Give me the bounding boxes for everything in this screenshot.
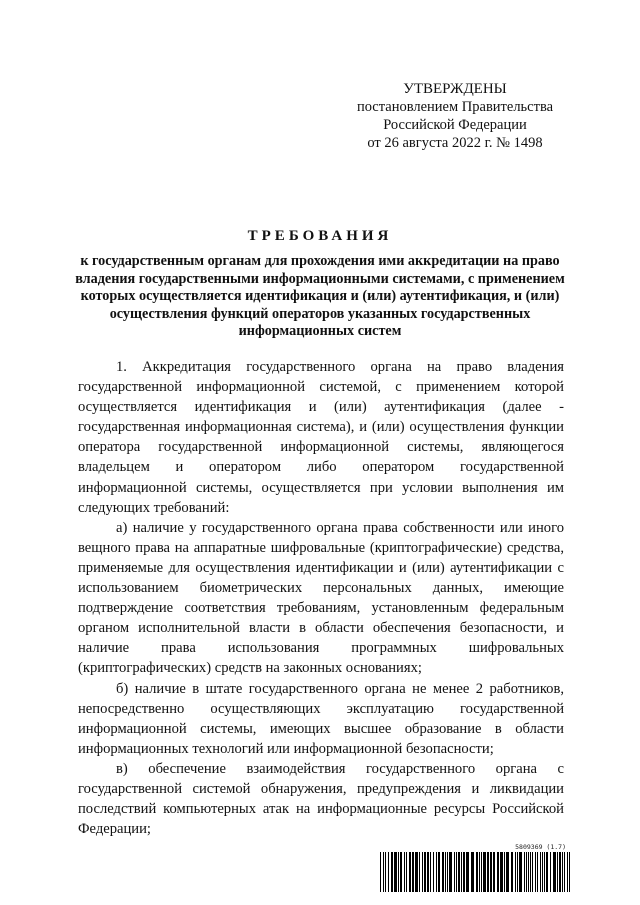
document-subtitle: к государственным органам для прохождения ими аккредитации на право владения государственными информационными системами, с применением которых осуществляется идентификация и (или) аутентификация, и (или) осуществления функций операторов указанных государственных информационных систем bbox=[75, 253, 565, 340]
barcode-icon bbox=[380, 852, 570, 892]
document-title: ТРЕБОВАНИЯ bbox=[247, 228, 393, 244]
approval-heading: УТВЕРЖДЕНЫ bbox=[403, 81, 507, 97]
paragraph-a: а) наличие у государственного органа права собственности или иного вещного права на аппаратные шифровальные (криптографические) средства, применяемые для осуществления идентификации и (или) аутентификации с использованием биометрических персональных данных, имеющие подтверждение соответствия требованиям, установленным федеральным органом исполнительной власти в области обеспечения безопасности, и наличие права использования программных шифровальных (криптографических) средств на законных основаниях; bbox=[78, 519, 564, 677]
document-body bbox=[78, 357, 564, 839]
paragraph-b: б) наличие в штате государственного органа не менее 2 работников, непосредственно осуществляющих эксплуатацию государственной информационной системы, имеющих высшее образование в области информационных технологий или информационной безопасности; bbox=[78, 680, 564, 757]
approval-stamp bbox=[330, 80, 580, 152]
approval-line: постановлением Правительства bbox=[356, 99, 554, 115]
approval-date: от 26 августа 2022 г. № 1498 bbox=[367, 135, 543, 151]
document-barcode bbox=[380, 843, 570, 893]
approval-line: Российской Федерации bbox=[383, 117, 527, 133]
paragraph-c: в) обеспечение взаимодействия государственного органа с государственной системой обнаружения, предупреждения и ликвидации последствий компьютерных атак на информационные ресурсы Российской Федерации; bbox=[78, 760, 564, 838]
barcode-code: 5809369 (1.7) bbox=[515, 843, 566, 851]
paragraph-1: 1. Аккредитация государственного органа на право владения государственной информационной системой, с применением которой осуществляется идентификация и (или) аутентификация (далее - государственная информационная система), и (или) осуществления функции оператора государственной информационной системы, являющегося владельцем и оператором либо оператором государственной информационной системы, осуществляется при условии выполнения им следующих требований: bbox=[78, 359, 564, 516]
